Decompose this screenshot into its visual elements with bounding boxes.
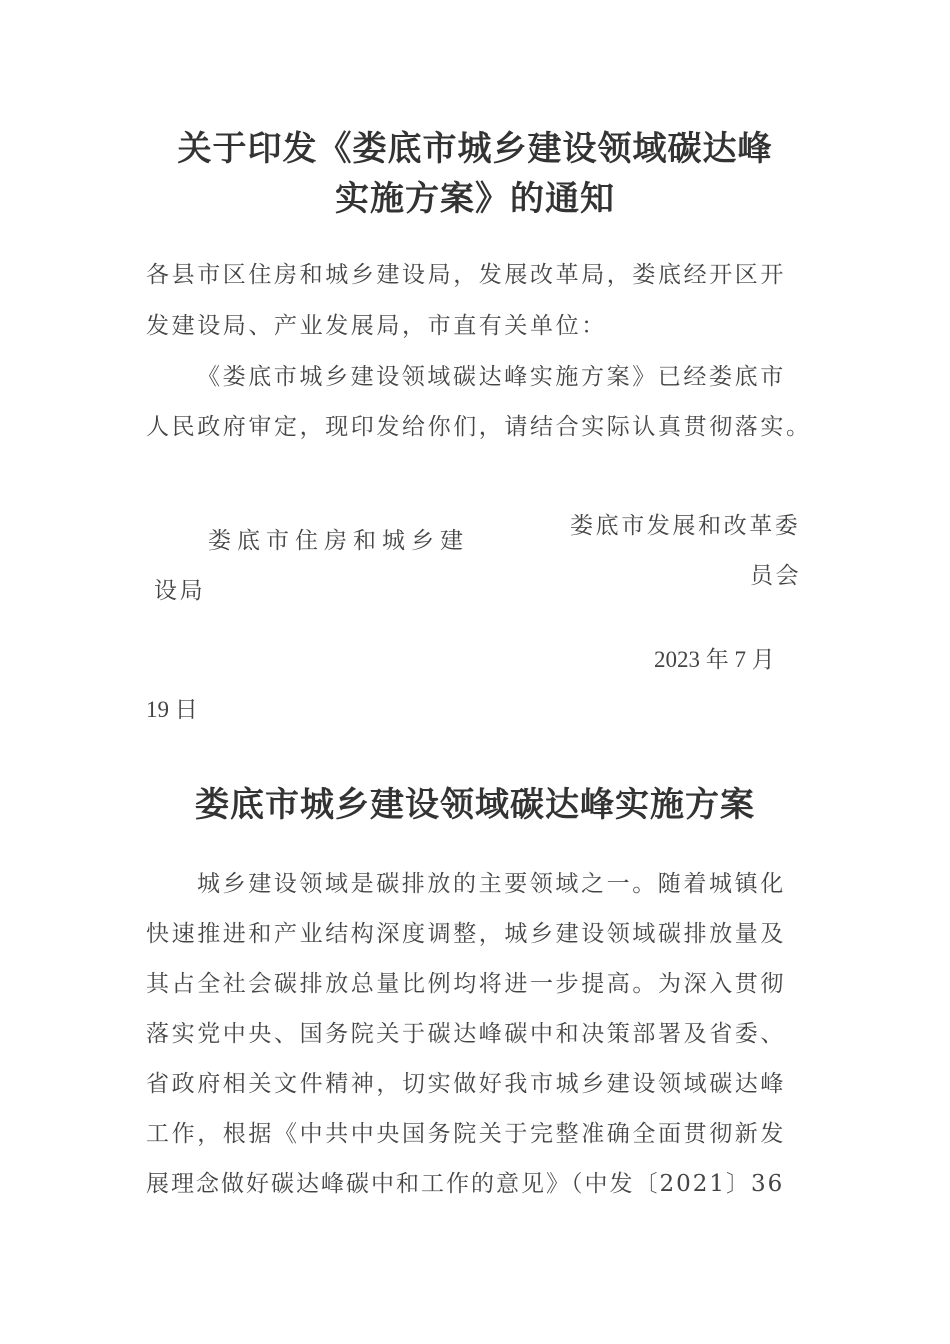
plan-body-line: 展理念做好碳达峰碳中和工作的意见》（中发〔2021〕36 (146, 1171, 785, 1197)
date-year-month: 2023 年 7 月 (654, 647, 775, 672)
notice-title-line-1: 关于印发《娄底市城乡建设领域碳达峰 (177, 129, 773, 169)
plan-body-line: 其占全社会碳排放总量比例均将进一步提高。为深入贯彻 (146, 971, 786, 997)
signature-left-line-1: 娄底市住房和城乡建 (208, 528, 469, 554)
plan-body-line: 工作，根据《中共中央国务院关于完整准确全面贯彻新发 (146, 1121, 786, 1147)
notice-title-line-2: 实施方案》的通知 (335, 179, 615, 219)
date-day: 19 日 (146, 697, 198, 722)
signature-right-line-2: 员会 (750, 563, 802, 589)
signature-right-line-1: 娄底市发展和改革委 (570, 513, 801, 539)
plan-body-line: 快速推进和产业结构深度调整，城乡建设领域碳排放量及 (146, 921, 786, 947)
signature-left-line-2: 设局 (154, 578, 206, 604)
addressee-line-2: 发建设局、产业发展局，市直有关单位： (146, 313, 607, 339)
plan-title: 娄底市城乡建设领域碳达峰实施方案 (195, 785, 755, 825)
plan-body-line: 落实党中央、国务院关于碳达峰碳中和决策部署及省委、 (146, 1021, 786, 1047)
notice-body-line-1: 《娄底市城乡建设领域碳达峰实施方案》已经娄底市 (197, 364, 786, 390)
notice-body-line-2: 人民政府审定，现印发给你们，请结合实际认真贯彻落实。 (146, 414, 812, 440)
plan-body-line: 省政府相关文件精神，切实做好我市城乡建设领域碳达峰 (146, 1071, 786, 1097)
addressee-line-1: 各县市区住房和城乡建设局，发展改革局，娄底经开区开 (146, 262, 786, 288)
plan-body-line: 城乡建设领域是碳排放的主要领域之一。随着城镇化 (197, 871, 786, 897)
